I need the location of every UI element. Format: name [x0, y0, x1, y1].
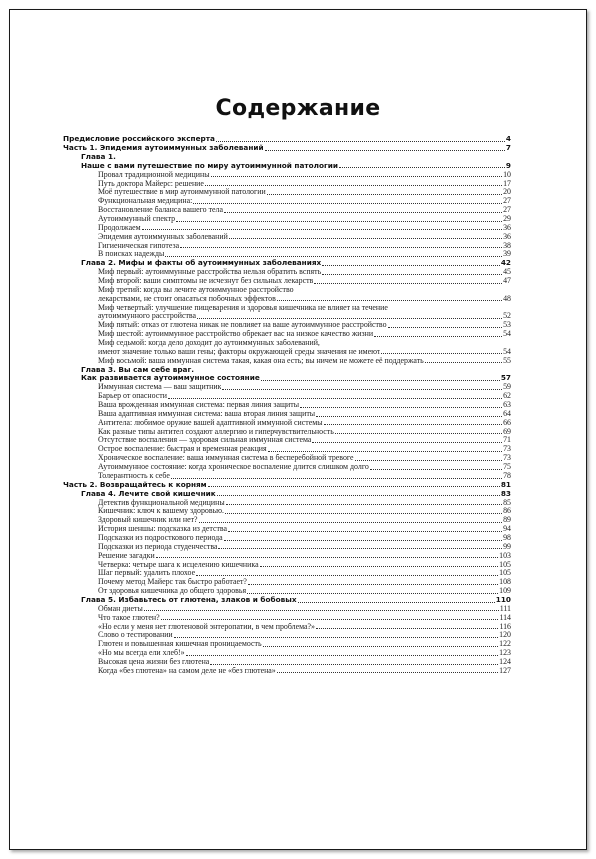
- toc-page-number: 42: [500, 258, 511, 268]
- toc-entry: [63, 516, 511, 525]
- toc-entry: [63, 534, 511, 543]
- toc-entry-title: Глютен и повышенная кишечная проницаемость: [98, 640, 262, 649]
- dot-leader: [267, 193, 502, 195]
- toc-page-number: 99: [503, 541, 511, 551]
- toc-page-number: 103: [499, 550, 511, 560]
- dot-leader: [180, 246, 502, 248]
- toc-entry-title: Наше с вами путешествие по миру аутоиммунной патологии: [81, 161, 339, 170]
- toc-entry: [63, 605, 511, 614]
- dot-leader: [224, 211, 502, 213]
- toc-entry-title: «Но если у меня нет глютеновой энтеропатии, в чем проблема?»: [98, 622, 315, 631]
- toc-entry: [63, 578, 511, 587]
- dot-leader: [316, 415, 502, 417]
- toc-entry: [63, 241, 511, 250]
- dot-leader: [217, 494, 500, 496]
- toc-entry-title: Как разные типы антител создают аллергию и гиперчувствительность: [98, 427, 334, 436]
- toc-entry-title: Шаг первый: удалить плохое: [98, 569, 196, 578]
- dot-leader: [312, 441, 502, 443]
- dot-leader: [260, 565, 499, 567]
- toc-page-number: 17: [503, 178, 511, 188]
- toc-entry: [63, 259, 511, 268]
- toc-entry: [63, 206, 511, 215]
- toc-entry: [63, 294, 511, 303]
- toc-entry-title: Аутоиммунное состояние: когда хроническое воспаление длится слишком долго: [98, 463, 369, 472]
- toc-page-number: 45: [503, 267, 511, 277]
- toc-entry: [63, 463, 511, 472]
- toc-entry-title: Миф первый: аутоиммунные расстройства нельзя обратить вспять: [98, 268, 322, 277]
- toc-entry-title: Миф шестой: аутоиммунное расстройство обрекает вас на низкое качество жизни: [98, 330, 374, 339]
- toc-entry: [63, 179, 511, 188]
- toc-page-number: 59: [503, 382, 511, 392]
- toc-page-number: 29: [503, 214, 511, 223]
- toc-entry-title: Когда «без глютена» на самом деле не «без глютена»: [98, 666, 276, 675]
- dot-leader: [277, 671, 498, 673]
- toc-page-number: 73: [503, 444, 511, 454]
- toc-page-number: 123: [499, 648, 511, 658]
- toc-entry: [63, 427, 511, 436]
- toc-entry: [63, 525, 511, 534]
- dot-leader: [142, 228, 503, 230]
- toc-page-number: 109: [499, 586, 511, 596]
- toc-entry-title: Толерантность к себе: [98, 471, 170, 480]
- dot-leader: [248, 583, 498, 585]
- toc-entry-title: Миф седьмой: когда дело доходит до аутоиммунных заболеваний,: [98, 339, 320, 348]
- toc-entry-title: Подсказки из периода студенчества: [98, 542, 218, 551]
- toc-entry-title: Восстановление баланса вашего тела: [98, 206, 223, 215]
- toc-page-number: 4: [505, 134, 511, 144]
- toc-entry: [63, 162, 511, 171]
- toc-entry-title: Моё путешествие в мир аутоиммунной патологии: [98, 188, 266, 197]
- toc-page-number: 36: [503, 231, 511, 241]
- toc-entry-title: Миф пятый: отказ от глютена никак не повлияет на ваше аутоиммунное расстройство: [98, 321, 387, 330]
- toc-page-number: 20: [503, 187, 511, 197]
- toc-entry: [63, 543, 511, 552]
- toc-entry-title: Функциональная медицина:: [98, 197, 193, 206]
- dot-leader: [161, 618, 499, 620]
- toc-entry: [63, 419, 511, 428]
- toc-page-number: 73: [503, 453, 511, 463]
- page-title: Содержание: [215, 96, 381, 121]
- toc-page-number: 27: [503, 196, 511, 206]
- toc-entry: [63, 232, 511, 241]
- toc-entry: [63, 551, 511, 560]
- toc-entry-title: Детектив функциональной медицины: [98, 498, 225, 507]
- dot-leader: [247, 592, 498, 594]
- toc-page-number: 86: [503, 506, 511, 516]
- toc-page-number: 111: [499, 603, 511, 613]
- toc-entry: [63, 330, 511, 339]
- dot-leader: [144, 609, 499, 611]
- toc-page-number: 85: [503, 497, 511, 507]
- toc-entry: [63, 481, 511, 490]
- toc-entry: [63, 277, 511, 286]
- toc-page-number: 124: [499, 656, 511, 666]
- toc-page-number: 116: [499, 621, 511, 631]
- toc-page-number: 9: [505, 160, 511, 170]
- toc-page-number: 36: [503, 222, 511, 232]
- dot-leader: [324, 423, 503, 425]
- toc-entry-title: Миф восьмой: ваша иммунная система такая, какая она есть; вы ничем не можете её поддержать: [98, 356, 424, 365]
- toc-entry-title: Глава 4. Лечите свой кишечник: [81, 489, 216, 498]
- toc-entry-title: Обман диеты: [98, 604, 143, 613]
- toc-entry-title: В поисках надежды: [98, 250, 165, 259]
- dot-leader: [268, 450, 502, 452]
- toc-entry-title: Подсказки из подросткового периода: [98, 533, 223, 542]
- dot-leader: [265, 149, 505, 151]
- dot-leader: [316, 627, 498, 629]
- dot-leader: [193, 202, 502, 204]
- toc-entry: [63, 144, 511, 153]
- toc-entry-title: Кишечник: ключ к вашему здоровью.: [98, 507, 225, 516]
- toc-entry: [63, 560, 511, 569]
- toc-page-number: 62: [503, 391, 511, 401]
- dot-leader: [156, 556, 498, 558]
- table-of-contents: [63, 135, 511, 675]
- toc-page-number: 69: [503, 426, 511, 436]
- toc-entry-title: Здоровый кишечник или нет?: [98, 516, 198, 525]
- toc-entry: [63, 188, 511, 197]
- toc-page-number: 52: [503, 311, 511, 321]
- dot-leader: [171, 477, 502, 479]
- toc-entry: [63, 170, 511, 179]
- toc-page-number: 10: [503, 169, 511, 179]
- toc-page-number: 48: [503, 293, 511, 303]
- toc-entry-title: Как развивается аутоиммунное состояние: [81, 374, 260, 383]
- toc-entry-title: Ваша врожденная иммунная система: первая линия защиты: [98, 401, 300, 410]
- toc-entry: [63, 303, 511, 312]
- toc-entry-title: Решение загадки: [98, 551, 155, 560]
- toc-page-number: 66: [503, 417, 511, 427]
- toc-entry: [63, 392, 511, 401]
- toc-entry-title: Барьер от опасности: [98, 392, 167, 401]
- toc-entry-title: Миф четвертый: улучшение пищеварения и здоровья кишечника не влияет на течение: [98, 303, 388, 312]
- toc-entry-title: Миф второй: ваши симптомы не исчезнут без сильных лекарств: [98, 277, 314, 286]
- toc-entry: [63, 286, 511, 295]
- toc-page-number: 105: [499, 568, 511, 578]
- toc-entry: [63, 250, 511, 259]
- toc-entry: [63, 454, 511, 463]
- dot-leader: [218, 547, 502, 549]
- toc-entry-title: Путь доктора Майерс: решение: [98, 179, 204, 188]
- toc-page-number: 114: [499, 612, 511, 622]
- toc-entry: [63, 507, 511, 516]
- toc-page-number: 53: [503, 320, 511, 330]
- toc-entry: [63, 640, 511, 649]
- toc-entry-title: Ваша адаптивная иммунная система: ваша вторая линия защиты: [98, 409, 316, 418]
- dot-leader: [199, 521, 503, 523]
- toc-entry: [63, 321, 511, 330]
- dot-leader: [374, 335, 502, 337]
- toc-entry: [63, 667, 511, 676]
- dot-leader: [211, 175, 503, 177]
- toc-page-number: 120: [499, 630, 511, 640]
- dot-leader: [165, 255, 502, 257]
- toc-entry-title: аутоиммунного расстройства: [98, 312, 197, 321]
- toc-page-number: 54: [503, 346, 511, 356]
- toc-page-number: 108: [499, 577, 511, 587]
- toc-page-number: 57: [500, 373, 511, 383]
- toc-page-number: 127: [499, 665, 511, 675]
- dot-leader: [174, 636, 498, 638]
- toc-entry: [63, 365, 511, 374]
- dot-leader: [381, 352, 502, 354]
- dot-leader: [196, 574, 498, 576]
- dot-leader: [186, 654, 499, 656]
- toc-entry: [63, 401, 511, 410]
- dot-leader: [355, 459, 503, 461]
- toc-entry-title: Эпидемия аутоиммунных заболеваний: [98, 232, 228, 241]
- toc-entry-title: Глава 5. Избавьтесь от глютена, злаков и бобовых: [81, 595, 297, 604]
- dot-leader: [335, 432, 502, 434]
- toc-page-number: 94: [503, 524, 511, 534]
- dot-leader: [205, 184, 502, 186]
- toc-entry: [63, 356, 511, 365]
- dot-leader: [261, 379, 500, 381]
- toc-entry: [63, 215, 511, 224]
- toc-entry-title: «Но мы всегда ели хлеб!»: [98, 649, 185, 658]
- dot-leader: [339, 166, 505, 168]
- toc-entry-title: лекарствами, не стоит опасаться побочных эффектов: [98, 294, 276, 303]
- toc-entry-title: Что такое глютен?: [98, 613, 160, 622]
- toc-entry: [63, 596, 511, 605]
- dot-leader: [322, 273, 502, 275]
- dot-leader: [277, 299, 502, 301]
- toc-page-number: 38: [503, 240, 511, 250]
- dot-leader: [176, 220, 502, 222]
- dot-leader: [314, 282, 502, 284]
- dot-leader: [300, 406, 502, 408]
- toc-entry: [63, 197, 511, 206]
- toc-entry: [63, 312, 511, 321]
- toc-entry-title: Гигиеническая гипотеза: [98, 241, 180, 250]
- toc-entry: [63, 348, 511, 357]
- toc-page-number: 7: [505, 143, 511, 153]
- toc-entry: [63, 649, 511, 658]
- toc-entry-title: Четверка: четыре шага к исцелению кишечника: [98, 560, 259, 569]
- toc-entry: [63, 268, 511, 277]
- toc-page-number: 47: [503, 276, 511, 286]
- toc-entry-title: Миф третий: когда вы лечите аутоиммунное расстройство: [98, 285, 294, 294]
- toc-page-number: 39: [503, 249, 511, 259]
- dot-leader: [222, 388, 502, 390]
- toc-entry-title: От здоровья кишечника до общего здоровья: [98, 587, 247, 596]
- toc-entry-title: Часть 2. Возвращайтесь к корням: [63, 480, 207, 489]
- toc-entry-title: Аутоиммунный спектр: [98, 215, 176, 223]
- toc-entry: [63, 153, 511, 162]
- toc-entry: [63, 374, 511, 383]
- dot-leader: [298, 601, 495, 603]
- toc-page-number: 71: [503, 435, 511, 445]
- toc-page-number: 63: [503, 400, 511, 410]
- dot-leader: [263, 645, 499, 647]
- toc-entry-title: Продолжаем: [98, 223, 141, 232]
- dot-leader: [229, 237, 502, 239]
- toc-page-number: 83: [500, 488, 511, 498]
- toc-page-number: 75: [503, 462, 511, 472]
- toc-entry-title: Острое воспаление: быстрая и временная реакция: [98, 445, 267, 454]
- toc-entry-title: Предисловие российского эксперта: [63, 135, 215, 144]
- toc-page-number: 89: [503, 515, 511, 525]
- toc-entry-title: Иммунная система — ваш защитник: [98, 383, 222, 392]
- toc-entry: [63, 658, 511, 667]
- toc-page-number: 64: [503, 408, 511, 418]
- dot-leader: [388, 326, 503, 328]
- toc-entry: [63, 569, 511, 578]
- toc-entry: [63, 489, 511, 498]
- toc-entry: [63, 587, 511, 596]
- dot-leader: [224, 539, 502, 541]
- dot-leader: [226, 503, 502, 505]
- dot-leader: [322, 264, 500, 266]
- toc-page-number: 55: [503, 355, 511, 365]
- toc-entry: [63, 613, 511, 622]
- toc-entry-title: История шеншы: подсказка из детства: [98, 525, 228, 534]
- toc-page-number: 27: [503, 205, 511, 215]
- toc-entry: [63, 410, 511, 419]
- dot-leader: [197, 317, 502, 319]
- toc-entry-title: Слово о тестировании: [98, 631, 173, 640]
- toc-entry-title: Глава 3. Вы сам себе враг.: [81, 365, 195, 374]
- dot-leader: [216, 140, 505, 142]
- toc-entry-title: Часть 1. Эпидемия аутоиммунных заболеваний: [63, 144, 264, 153]
- dot-leader: [425, 361, 502, 363]
- dot-leader: [210, 663, 498, 665]
- toc-entry: [63, 472, 511, 481]
- dot-leader: [208, 485, 500, 487]
- toc-page-number: 54: [503, 329, 511, 339]
- toc-page-number: 81: [500, 479, 511, 489]
- dot-leader: [370, 468, 502, 470]
- toc-entry-title: Антитела: любимое оружие вашей адаптивной иммунной системы: [98, 418, 323, 427]
- toc-page-number: 105: [499, 559, 511, 569]
- toc-page-number: 78: [503, 470, 511, 480]
- dot-leader: [168, 397, 502, 399]
- toc-entry-title: Отсутствие воспаления — здоровая сильная иммунная система: [98, 436, 312, 445]
- dot-leader: [228, 530, 502, 532]
- toc-entry: [63, 135, 511, 144]
- toc-entry-title: Провал традиционной медицины: [98, 170, 210, 179]
- toc-entry: [63, 383, 511, 392]
- toc-entry: [63, 631, 511, 640]
- toc-entry: [63, 498, 511, 507]
- toc-entry-title: Почему метод Майерс так быстро работает?: [98, 578, 247, 587]
- toc-entry: [63, 224, 511, 233]
- toc-entry-title: Глава 2. Мифы и факты об аутоиммунных заболеваниях: [81, 259, 322, 268]
- toc-page-number: 122: [499, 639, 511, 649]
- toc-page-number: 98: [503, 532, 511, 542]
- toc-entry: [63, 339, 511, 348]
- toc-entry-title: имеют значение только ваши гены; факторы окружающей среды значения не имеют: [98, 347, 381, 356]
- toc-entry-title: Глава 1.: [81, 152, 116, 161]
- toc-entry: [63, 622, 511, 631]
- toc-page-number: 110: [495, 594, 511, 604]
- dot-leader: [225, 512, 502, 514]
- toc-entry: [63, 436, 511, 445]
- toc-entry-title: Высокая цена жизни без глютена: [98, 657, 210, 666]
- toc-entry-title: Хроническое воспаление: ваша иммунная система в бесперебойной тревоге: [98, 454, 354, 463]
- toc-entry: [63, 445, 511, 454]
